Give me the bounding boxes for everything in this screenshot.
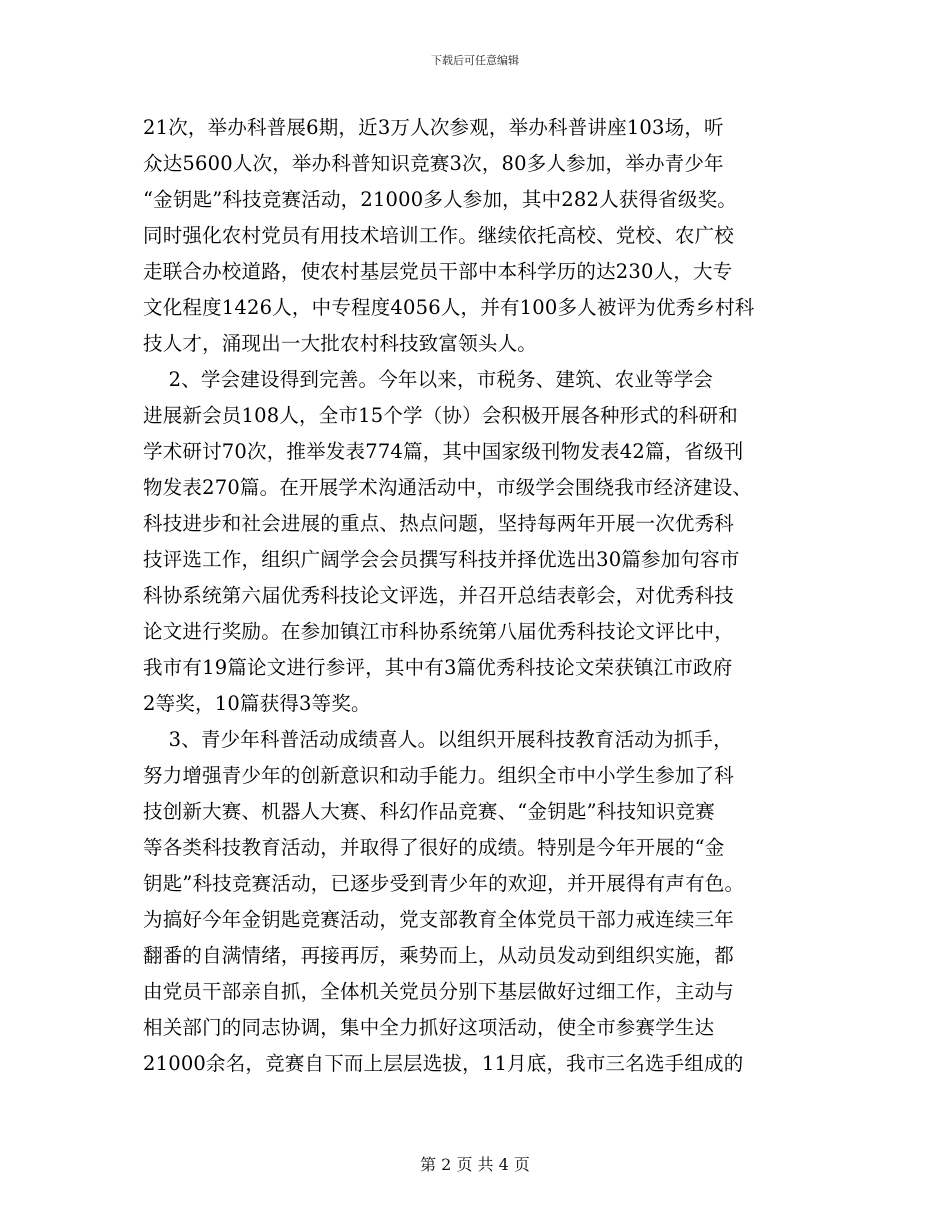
- body-line: 进展新会员108人，全市15个学（协）会积极开展各种形式的科研和: [143, 404, 738, 427]
- body-line: 学术研讨70次，推举发表774篇，其中国家级刊物发表42篇，省级刊: [143, 440, 744, 463]
- body-line: 由党员干部亲自抓，全体机关党员分别下基层做好过细工作，主动与: [143, 980, 735, 1003]
- body-line: 论文进行奖励。在参加镇江市科协系统第八届优秀科技论文评比中，: [143, 620, 735, 643]
- body-line: 同时强化农村党员有用技术培训工作。继续依托高校、党校、农广校: [143, 224, 735, 247]
- body-line: 科技进步和社会进展的重点、热点问题，坚持每两年开展一次优秀科: [143, 512, 735, 535]
- paragraph-3-start: 3、青少年科普活动成绩喜人。以组织开展科技教育活动为抓手，: [143, 728, 733, 751]
- body-line: “金钥匙”科技竞赛活动，21000多人参加，其中282人获得省级奖。: [143, 188, 737, 211]
- body-line: 走联合办校道路，使农村基层党员干部中本科学历的达230人，大专: [143, 260, 733, 283]
- body-line: 翻番的自满情绪，再接再厉，乘势而上，从动员发动到组织实施，都: [143, 944, 735, 967]
- body-line: 众达5600人次，举办科普知识竞赛3次，80多人参加，举办青少年: [143, 152, 724, 175]
- body-line: 文化程度1426人，中专程度4056人，并有100多人被评为优秀乡村科: [143, 296, 755, 319]
- body-line: 技创新大赛、机器人大赛、科幻作品竞赛、“金钥匙”科技知识竞赛: [143, 800, 715, 823]
- body-line: 2等奖，10篇获得3等奖。: [143, 692, 371, 715]
- body-line: 努力增强青少年的创新意识和动手能力。组织全市中小学生参加了科: [143, 764, 735, 787]
- body-line: 物发表270篇。在开展学术沟通活动中，市级学会围绕我市经济建设、: [143, 476, 753, 499]
- page-header-note: 下载后可任意编辑: [431, 54, 519, 67]
- body-line: 相关部门的同志协调，集中全力抓好这项活动，使全市参赛学生达: [143, 1016, 715, 1039]
- body-line: 技人才，涌现出一大批农村科技致富领头人。: [143, 332, 538, 355]
- body-line: 技评选工作，组织广阔学会会员撰写科技并择优选出30篇参加句容市: [143, 548, 740, 571]
- body-text: [143, 110, 813, 1082]
- page-number-footer: 第 2 页 共 4 页: [420, 1155, 530, 1174]
- body-line: 等各类科技教育活动，并取得了很好的成绩。特别是今年开展的“金: [143, 836, 725, 859]
- paragraph-2-start: 2、学会建设得到完善。今年以来，市税务、建筑、农业等学会: [143, 368, 714, 391]
- body-line: 为搞好今年金钥匙竞赛活动，党支部教育全体党员干部力戒连续三年: [143, 908, 735, 931]
- body-line: 科协系统第六届优秀科技论文评选，并召开总结表彰会，对优秀科技: [143, 584, 735, 607]
- body-line: 钥匙”科技竞赛活动，已逐步受到青少年的欢迎，并开展得有声有色。: [143, 872, 745, 895]
- body-line: 21000余名，竞赛自下而上层层选拔，11月底，我市三名选手组成的: [143, 1052, 744, 1075]
- body-line: 21次，举办科普展6期，近3万人次参观，举办科普讲座103场，听: [143, 116, 724, 139]
- body-line: 我市有19篇论文进行参评，其中有3篇优秀科技论文荣获镇江市政府: [143, 656, 733, 679]
